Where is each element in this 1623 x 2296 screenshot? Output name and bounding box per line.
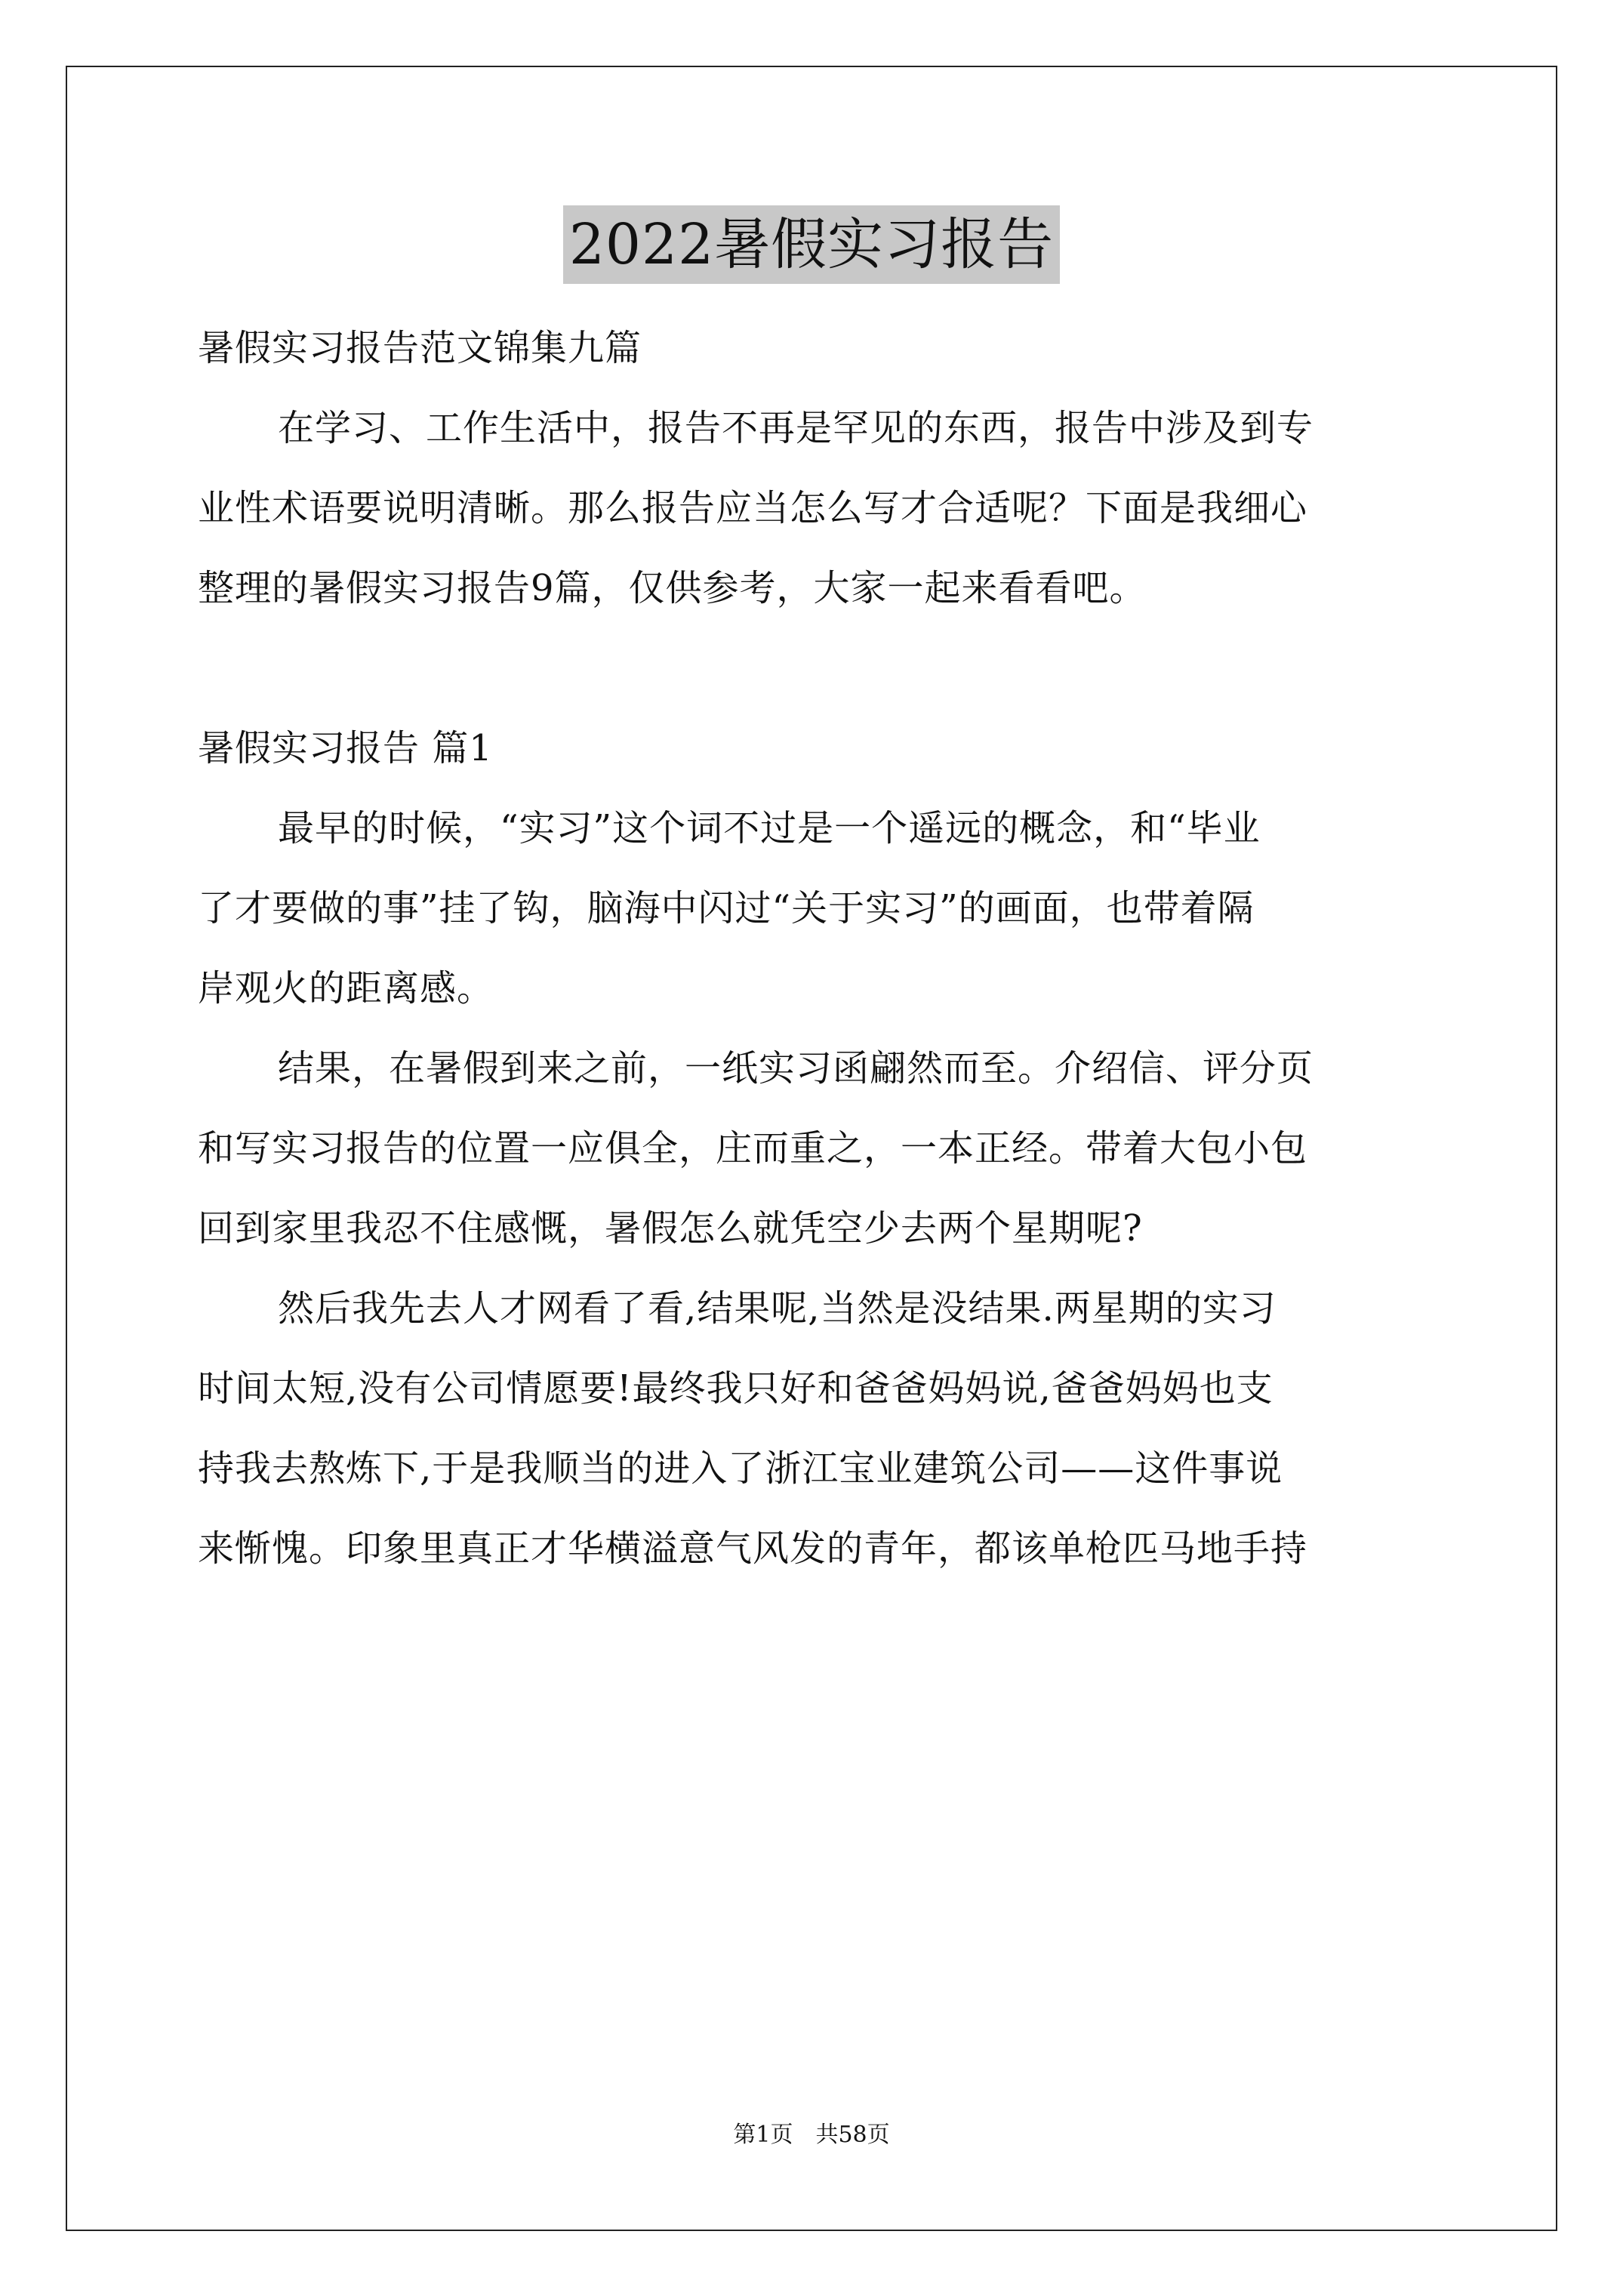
document-title: 2022暑假实习报告 [563,205,1060,284]
intro-line: 业性术语要说明清晰。那么报告应当怎么写才合适呢？下面是我细心 [198,487,1308,529]
paragraph-line: 来惭愧。印象里真正才华横溢意气风发的青年，都该单枪匹马地手持 [198,1527,1308,1570]
paragraph-line: 了才要做的事”挂了钩，脑海中闪过“关于实习”的画面，也带着隔 [198,887,1255,929]
paragraph-line: 持我去熬炼下,于是我顺当的进入了浙江宝业建筑公司——这件事说 [198,1447,1283,1490]
intro-line: 在学习、工作生活中，报告不再是罕见的东西，报告中涉及到专 [278,407,1314,449]
title-container [0,205,1623,284]
paragraph-line: 时间太短,没有公司情愿要!最终我只好和爸爸妈妈说,爸爸妈妈也支 [198,1367,1273,1410]
document-subtitle: 暑假实习报告范文锦集九篇 [198,327,642,369]
spacer [198,628,1436,708]
paragraph-line: 岸观火的距离感。 [198,967,494,1009]
section-heading: 暑假实习报告 篇1 [198,727,493,769]
document-body [198,308,1436,1589]
intro-line: 整理的暑假实习报告9篇，仅供参考，大家一起来看看吧。 [198,567,1147,609]
paragraph-line: 结果，在暑假到来之前，一纸实习函翩然而至。介绍信、评分页 [278,1047,1314,1089]
paragraph-line: 最早的时候，“实习”这个词不过是一个遥远的概念，和“毕业 [278,807,1261,849]
paragraph-line: 然后我先去人才网看了看,结果呢,当然是没结果.两星期的实习 [278,1287,1277,1330]
paragraph-line: 和写实习报告的位置一应俱全，庄而重之，一本正经。带着大包小包 [198,1127,1308,1170]
paragraph-line: 回到家里我忍不住感慨，暑假怎么就凭空少去两个星期呢? [198,1207,1143,1250]
page-footer: 第1页 共58页 [733,2122,890,2148]
